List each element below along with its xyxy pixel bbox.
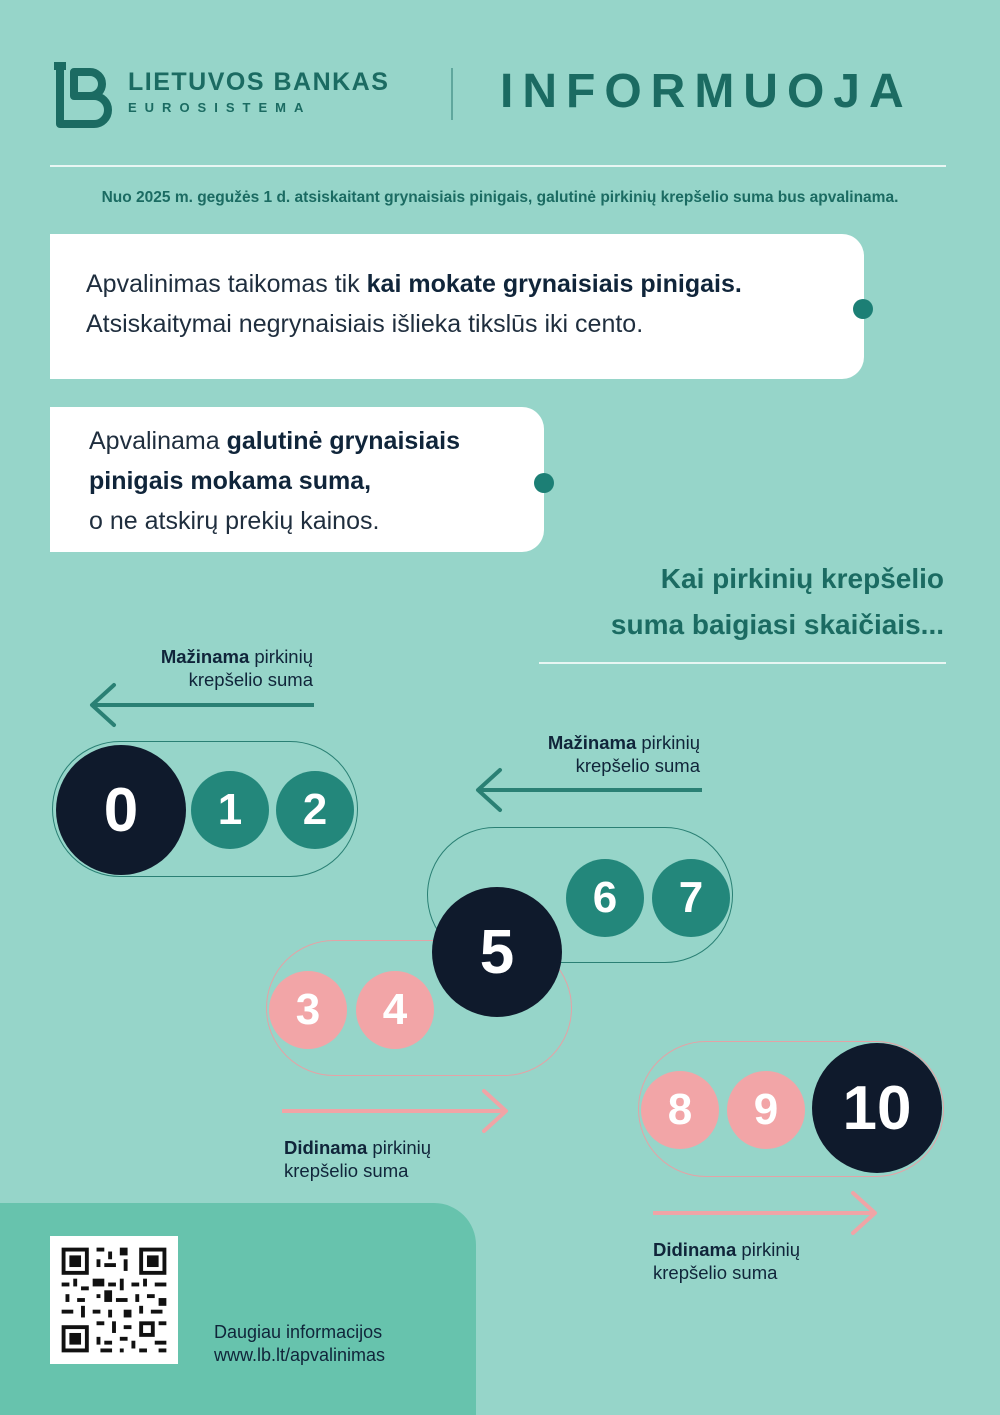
section-heading-line2: suma baigiasi skaičiais... <box>610 609 944 640</box>
card1-text-a: Apvalinimas taikomas tik <box>86 270 367 298</box>
section-heading-line1: Kai pirkinių krepšelio <box>660 563 944 594</box>
brand-subtitle: EUROSISTEMA <box>128 100 312 115</box>
increase-label-2 <box>653 1238 800 1284</box>
qr-code-icon[interactable] <box>50 1236 178 1364</box>
digit-0-circle: 0 <box>56 745 186 875</box>
digit-10-circle: 10 <box>812 1043 942 1173</box>
card2-bold-line2: pinigais mokama suma, <box>89 467 372 495</box>
footer-url-link[interactable]: www.lb.lt/apvalinimas <box>214 1345 386 1365</box>
decrease-label-1-bold: Mažinama <box>160 646 250 667</box>
increase-label-1-line2: krepšelio suma <box>284 1160 409 1181</box>
card1-text-bold: kai mokate grynaisiais pinigais. <box>366 270 742 298</box>
digit-4-circle: 4 <box>356 971 434 1049</box>
right-arrow-icon <box>282 1089 512 1135</box>
increase-label-2-rest: pirkinių <box>736 1239 801 1260</box>
card1-text-b: Atsiskaitymai negrynaisiais išlieka tikslūs iki cento. <box>86 310 644 338</box>
card2-dot <box>534 473 554 493</box>
decrease-label-1-line2: krepšelio suma <box>188 669 313 690</box>
page-title: INFORMUOJA <box>500 65 913 118</box>
digit-8-circle: 8 <box>641 1071 719 1149</box>
header-divider <box>451 68 453 120</box>
top-divider <box>50 165 946 167</box>
notice-text: Nuo 2025 m. gegužės 1 d. atsiskaitant grynaisiais pinigais, galutinė pirkinių krepšelio suma bus apvalinama. <box>101 189 899 206</box>
qr-code-container[interactable] <box>50 1236 178 1364</box>
info-card-cash-only <box>50 234 864 379</box>
digit-9-circle: 9 <box>727 1071 805 1149</box>
card2-text-a: Apvalinama <box>89 427 227 455</box>
digit-5-circle: 5 <box>432 887 562 1017</box>
footer-line1: Daugiau informacijos <box>214 1322 383 1342</box>
increase-label-1-bold: Didinama <box>284 1137 368 1158</box>
info-card-final-sum <box>50 407 544 552</box>
digit-7-circle: 7 <box>652 859 730 937</box>
digit-3-circle: 3 <box>269 971 347 1049</box>
decrease-label-1-rest: pirkinių <box>249 646 313 667</box>
section-divider <box>539 662 946 664</box>
decrease-label-2-line2: krepšelio suma <box>575 755 700 776</box>
digit-6-circle: 6 <box>566 859 644 937</box>
decrease-label-2-bold: Mažinama <box>547 732 637 753</box>
right-arrow-icon <box>653 1191 881 1237</box>
card2-text-b: o ne atskirų prekių kainos. <box>89 507 380 535</box>
lb-logo-icon <box>50 58 112 130</box>
footer-info <box>214 1321 385 1367</box>
section-heading <box>611 556 944 648</box>
card1-dot <box>853 299 873 319</box>
increase-label-2-bold: Didinama <box>653 1239 737 1260</box>
brand-name: LIETUVOS BANKAS <box>128 68 390 96</box>
digit-2-circle: 2 <box>276 771 354 849</box>
card2-bold-line1: galutinė grynaisiais <box>226 427 460 455</box>
increase-label-2-line2: krepšelio suma <box>653 1262 778 1283</box>
increase-label-1 <box>284 1136 431 1182</box>
digit-1-circle: 1 <box>191 771 269 849</box>
left-arrow-icon <box>474 768 706 814</box>
left-arrow-icon <box>88 683 318 729</box>
decrease-label-2-rest: pirkinių <box>636 732 700 753</box>
increase-label-1-rest: pirkinių <box>367 1137 432 1158</box>
